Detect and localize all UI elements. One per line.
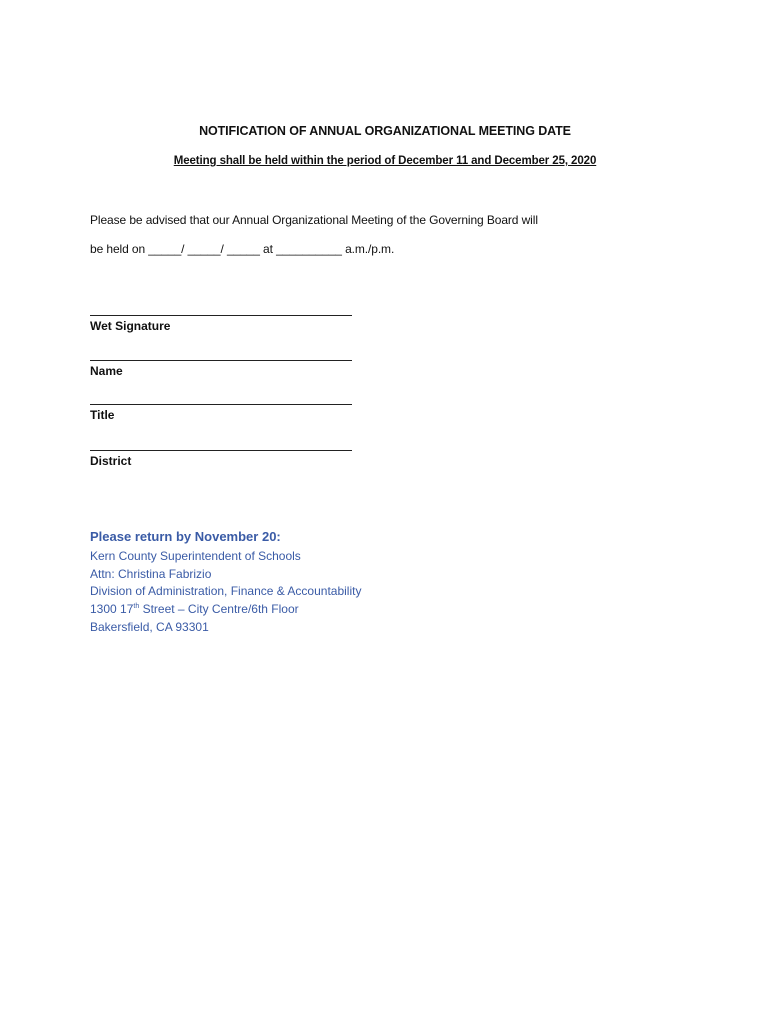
return-city: Bakersfield, CA 93301 (90, 619, 209, 634)
street-number: 1300 17 (90, 602, 134, 617)
signature-label: Wet Signature (90, 319, 171, 333)
return-heading: Please return by November 20: (90, 529, 281, 544)
signature-field-name (90, 360, 352, 378)
signature-label: District (90, 454, 132, 468)
signature-line[interactable] (90, 315, 352, 316)
return-street (90, 601, 361, 619)
return-address-block (90, 529, 361, 637)
street-ordinal-suffix: th (133, 603, 140, 611)
signature-label: Name (90, 364, 123, 378)
signature-field-district (90, 450, 352, 468)
document-title: NOTIFICATION OF ANNUAL ORGANIZATIONAL MEETING DATE (199, 124, 571, 138)
signature-line[interactable] (90, 360, 352, 361)
return-division: Division of Administration, Finance & Accountability (90, 584, 362, 599)
document-subtitle: Meeting shall be held within the period of December 11 and December 25, 2020 (173, 155, 597, 167)
street-rest: Street – City Centre/6th Floor (139, 602, 299, 617)
signature-field-title (90, 404, 352, 422)
signature-line[interactable] (90, 404, 352, 405)
signature-line[interactable] (90, 450, 352, 451)
body-text-line-1: Please be advised that our Annual Organizational Meeting of the Governing Board will (90, 213, 538, 227)
return-attn: Attn: Christina Fabrizio (90, 566, 212, 581)
signature-field-wet-signature (90, 315, 352, 333)
signature-label: Title (90, 408, 115, 422)
return-org: Kern County Superintendent of Schools (90, 549, 301, 563)
body-text-line-2: be held on _____/ _____/ _____ at __________ a.m./p.m. (90, 242, 395, 256)
